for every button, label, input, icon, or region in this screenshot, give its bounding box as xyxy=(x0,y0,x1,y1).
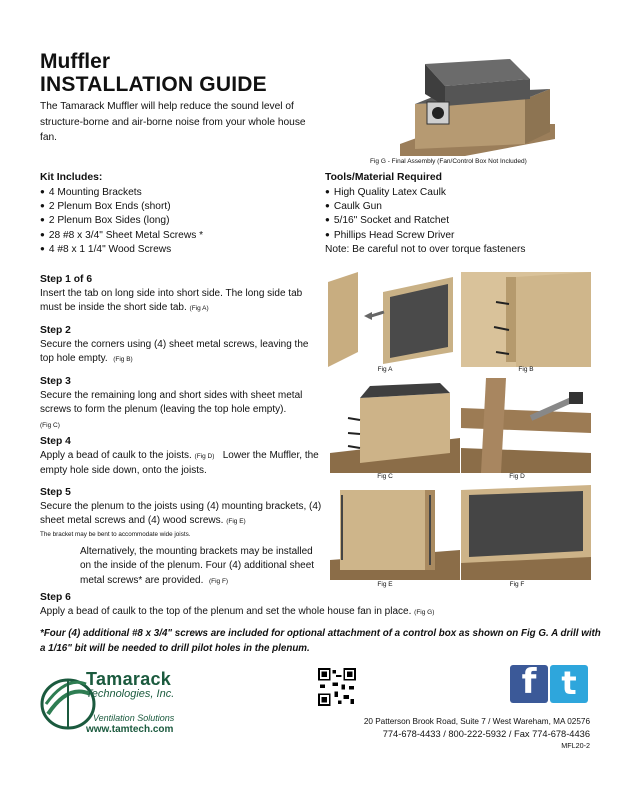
figure-ref: (Fig A) xyxy=(189,305,209,313)
tools-section xyxy=(325,170,605,257)
figure-e-image xyxy=(330,485,460,580)
step-5 xyxy=(40,485,322,539)
tool-item: ● High Quality Latex Caulk xyxy=(325,186,605,200)
step-heading: Step 6 xyxy=(40,592,71,603)
step-heading: Step 5 xyxy=(40,487,71,498)
final-assembly-caption: Fig G - Final Assembly (Fan/Control Box Not Included) xyxy=(370,158,527,165)
figure-f-caption: Fig F xyxy=(509,581,525,588)
step-text: Secure the plenum to the joists using (4) mounting brackets, (4) sheet metal screws and (4) wood screws. xyxy=(40,501,322,527)
step-heading: Step 1 of 6 xyxy=(40,274,93,285)
tool-item: ● 5/16" Socket and Ratchet xyxy=(325,214,605,228)
logo-subtitle: Technologies, Inc. xyxy=(86,688,175,700)
step-text: Insert the tab on long side into short side. The long side tab must be inside the short side tab. xyxy=(40,288,303,314)
screws-footnote: *Four (4) additional #8 x 3/4" screws are included for optional attachment of a control box as shown on Fig G. A drill with a 1/16" bit will be needed to drill pilot holes in the plenum. xyxy=(40,628,601,654)
figure-c-image xyxy=(330,378,460,473)
figure-a-caption: Fig A xyxy=(377,366,393,373)
figure-b-image xyxy=(461,272,591,367)
figure-d-caption: Fig D xyxy=(509,473,525,480)
step-text: Apply a bead of caulk to the top of the plenum and set the whole house fan in place. xyxy=(40,606,412,617)
kit-item: ● 4 #8 x 1 1/4" Wood Screws xyxy=(40,243,320,257)
intro-text: The Tamarack Muffler will help reduce the sound level of structure-borne and air-borne noise from your whole house fan. xyxy=(40,101,306,143)
twitter-icon[interactable]: t xyxy=(550,665,588,703)
logo-name: Tamarack xyxy=(86,669,172,689)
step-text: Lower the Muffler, the empty hole side down, onto the joists. xyxy=(40,450,319,477)
kit-heading: Kit Includes: xyxy=(40,172,103,183)
kit-item: ● 4 Mounting Brackets xyxy=(40,186,320,200)
alternative-mounting-text: Alternatively, the mounting brackets may be installed on the inside of the plenum. Four (4) additional sheet metal screws* are provided. (Fig F) xyxy=(80,546,315,586)
figure-f-image xyxy=(461,485,591,580)
address-line: 20 Patterson Brook Road, Suite 7 / West Wareham, MA 02576 xyxy=(363,717,590,726)
website-link[interactable]: www.tamtech.com xyxy=(86,724,174,735)
step-3 xyxy=(40,374,322,433)
step-text: Apply a bead of caulk to the joists. xyxy=(40,450,192,461)
page-title: INSTALLATION GUIDE xyxy=(40,73,267,96)
step-heading: Step 2 xyxy=(40,325,71,336)
figure-c-caption: Fig C xyxy=(377,473,393,480)
kit-includes-section xyxy=(40,170,320,257)
step-heading: Step 3 xyxy=(40,376,71,387)
figure-e-caption: Fig E xyxy=(377,581,393,588)
figure-d-image xyxy=(461,378,591,473)
step-text: Secure the corners using (4) sheet metal screws, leaving the top hole empty. xyxy=(40,339,309,365)
figure-b-caption: Fig B xyxy=(518,366,534,373)
bracket-note: The bracket may be bent to accommodate wide joists. xyxy=(40,530,191,538)
phone-line: 774-678-4433 / 800-222-5932 / Fax 774-678-4436 xyxy=(382,729,590,739)
figure-ref: (Fig C) xyxy=(40,421,60,429)
kit-item: ● 28 #8 x 3/4" Sheet Metal Screws * xyxy=(40,229,320,243)
figure-a-image xyxy=(328,272,458,367)
final-assembly-image xyxy=(395,44,560,156)
figure-ref: (Fig F) xyxy=(208,577,229,585)
figure-ref: (Fig B) xyxy=(113,356,133,364)
step-2 xyxy=(40,323,322,368)
logo-tagline: Ventilation Solutions xyxy=(93,713,175,723)
step-4 xyxy=(40,434,322,479)
step-heading: Step 4 xyxy=(40,436,71,447)
torque-note: Note: Be careful not to over torque fasteners xyxy=(325,243,526,255)
step-6 xyxy=(40,590,600,620)
company-address xyxy=(364,716,590,752)
kit-item: ● 2 Plenum Box Ends (short) xyxy=(40,200,320,214)
page-title-product: Muffler xyxy=(40,50,110,73)
figure-ref: (Fig G) xyxy=(414,609,435,616)
step-1 xyxy=(40,272,322,317)
kit-item: ● 2 Plenum Box Sides (long) xyxy=(40,214,320,228)
figure-ref: (Fig E) xyxy=(226,518,246,526)
document-code: MFL20-2 xyxy=(561,741,590,750)
tools-heading: Tools/Material Required xyxy=(325,172,443,183)
facebook-icon[interactable]: f xyxy=(510,665,548,703)
tool-item: ● Phillips Head Screw Driver xyxy=(325,229,605,243)
tool-item: ● Caulk Gun xyxy=(325,200,605,214)
step-text: Secure the remaining long and short sides with sheet metal screws to form the plenum (leaving the top hole empty). xyxy=(40,390,303,416)
figure-ref: (Fig D) xyxy=(194,453,215,460)
qr-code-icon[interactable] xyxy=(318,668,356,706)
